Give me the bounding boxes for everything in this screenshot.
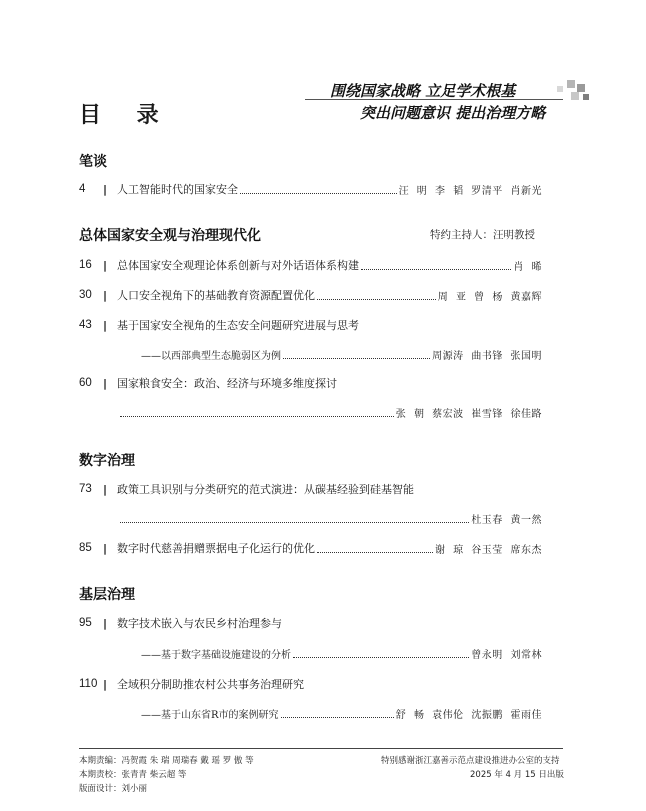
entry-authors: 谢 琼 谷玉莹 席东杰 (434, 544, 542, 556)
page-number: 60 (79, 377, 92, 389)
dot-leader (120, 514, 469, 523)
section-heading: 笔谈 (79, 154, 107, 170)
toc-entry-subtitle[interactable] (141, 646, 542, 660)
separator: | (103, 616, 108, 630)
toc-entry[interactable] (79, 616, 542, 630)
entry-title: 全域积分制助推农村公共事务治理研究 (117, 678, 304, 691)
entry-subtitle: ——以西部典型生态脆弱区为例 (141, 350, 281, 362)
dot-leader (283, 350, 430, 359)
page-number: 110 (79, 678, 98, 690)
toc-entry[interactable] (79, 482, 542, 496)
entry-subtitle: ——基于数字基础设施建设的分析 (141, 649, 291, 661)
separator: | (103, 376, 108, 390)
page-number: 73 (79, 483, 92, 495)
toc-entry-subtitle[interactable] (141, 706, 542, 720)
separator: | (103, 258, 108, 272)
dot-leader (317, 544, 433, 553)
slogan-line-2: 突出问题意识 提出治理方略 (360, 104, 546, 122)
page-number: 43 (79, 319, 92, 331)
entry-title: 国家粮食安全：政治、经济与环境多维度探讨 (117, 377, 337, 390)
separator: | (103, 541, 108, 555)
dot-leader (317, 291, 436, 300)
entry-authors: 周 亚 曾 杨 黄嘉辉 (437, 291, 542, 303)
page-title: 目 录 (79, 103, 173, 128)
separator: | (103, 182, 108, 196)
separator: | (103, 288, 108, 302)
page-number: 16 (79, 259, 92, 271)
dot-leader (281, 709, 394, 718)
toc-entry-authors[interactable] (120, 511, 542, 525)
entry-authors: 肖 晞 (513, 261, 542, 273)
footer-acknowledgement: 特别感谢浙江嘉善示范点建设推进办公室的支持 (381, 756, 560, 766)
entry-title: 政策工具识别与分类研究的范式演进：从碳基经验到硅基智能 (117, 483, 414, 496)
separator: | (103, 318, 108, 332)
entry-authors: 杜玉春 黄一然 (471, 514, 542, 526)
toc-entry[interactable] (79, 288, 542, 302)
toc-entry[interactable] (79, 677, 542, 691)
section-heading: 基层治理 (79, 587, 135, 603)
toc-entry[interactable] (79, 541, 542, 555)
toc-entry-authors[interactable] (120, 405, 542, 419)
entry-authors: 周源涛 曲书锋 张国明 (432, 350, 542, 362)
page-number: 30 (79, 289, 92, 301)
footer-rule (79, 748, 563, 749)
dot-leader (120, 408, 394, 417)
page-number: 85 (79, 542, 92, 554)
corner-decoration (553, 80, 593, 104)
entry-title: 人工智能时代的国家安全 (117, 183, 238, 196)
entry-authors: 张 朝 蔡宏波 崔雪锋 徐佳路 (395, 408, 542, 420)
separator: | (103, 677, 108, 691)
section-host: 特约主持人：汪明教授 (430, 229, 535, 241)
entry-title: 人口安全视角下的基础教育资源配置优化 (117, 289, 315, 302)
dot-leader (293, 649, 469, 658)
entry-title: 总体国家安全观理论体系创新与对外话语体系构建 (117, 259, 359, 272)
section-heading: 数字治理 (79, 453, 135, 469)
toc-entry-subtitle[interactable] (141, 347, 542, 361)
entry-title: 数字技术嵌入与农民乡村治理参与 (117, 617, 282, 630)
entry-title: 基于国家安全视角的生态安全问题研究进展与思考 (117, 319, 359, 332)
toc-entry[interactable] (79, 376, 542, 390)
page-number: 4 (79, 183, 86, 195)
section-heading: 总体国家安全观与治理现代化 (79, 228, 261, 244)
toc-entry[interactable] (79, 318, 542, 332)
footer-editors: 本期责编：冯贺霞 朱 瑞 周瑞春 戴 瑶 罗 傲 等 (79, 756, 254, 766)
footer-publish-date: 2025 年 4 月 15 日出版 (470, 770, 564, 780)
entry-authors: 舒 畅 袁伟伦 沈振鹏 霍雨佳 (395, 709, 542, 721)
entry-authors: 曾永明 刘常林 (471, 649, 542, 661)
toc-entry[interactable] (79, 258, 542, 272)
page-number: 95 (79, 617, 92, 629)
dot-leader (361, 261, 511, 270)
entry-subtitle: ——基于山东省R市的案例研究 (141, 709, 279, 721)
entry-title: 数字时代慈善捐赠票据电子化运行的优化 (117, 542, 315, 555)
slogan-line-1: 围绕国家战略 立足学术根基 (330, 82, 516, 100)
dot-leader (240, 185, 397, 194)
entry-authors: 汪 明 李 韬 罗清平 肖新光 (398, 185, 542, 197)
footer-proofreaders: 本期责校：张青青 柴云超 等 (79, 770, 187, 780)
footer-designer: 版面设计：刘小丽 (79, 784, 148, 794)
toc-entry[interactable] (79, 182, 542, 196)
separator: | (103, 482, 108, 496)
